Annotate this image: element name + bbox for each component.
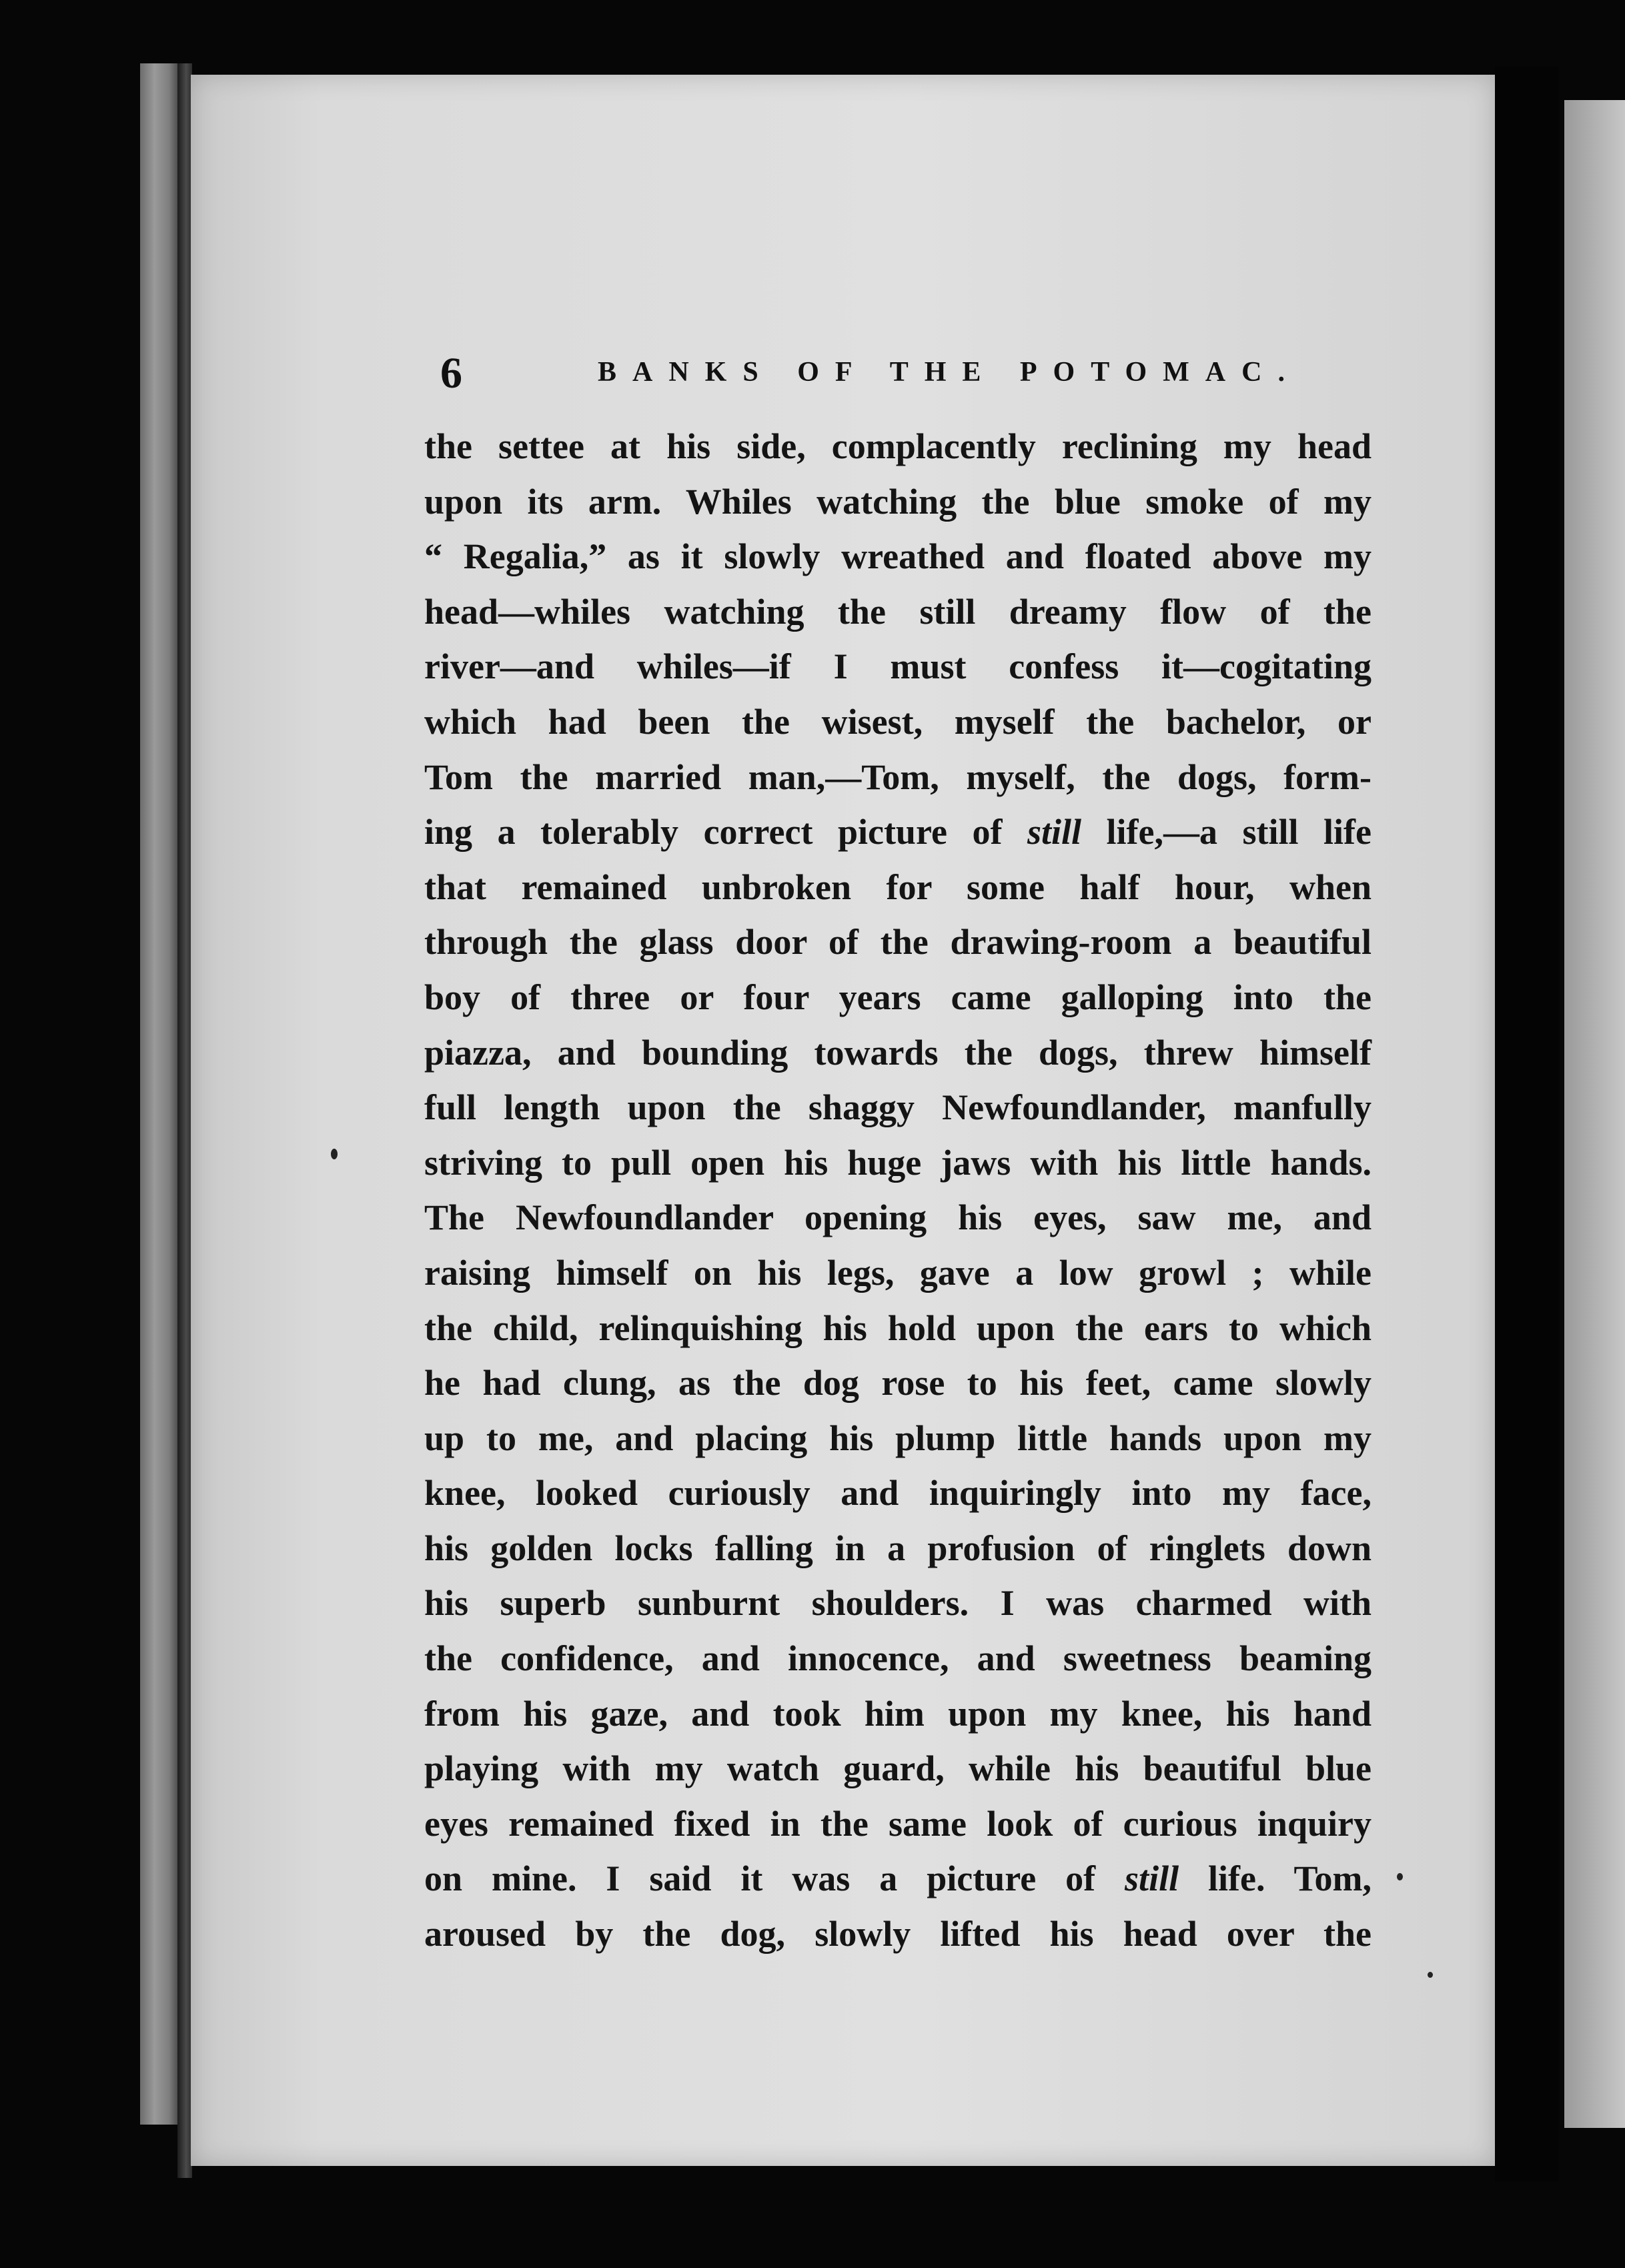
text-line: through the glass door of the drawing-room a beautiful: [424, 922, 1372, 963]
text-line: playing with my watch guard, while his beautiful blue: [424, 1748, 1372, 1789]
binding-fold: [177, 63, 192, 2178]
text-line: piazza, and bounding towards the dogs, threw himself: [424, 1032, 1372, 1073]
text-line: upon its arm. Whiles watching the blue smoke of my: [424, 481, 1372, 522]
text-line: river—and whiles—if I must confess it—cogitating: [424, 646, 1372, 687]
text-line: which had been the wisest, myself the bachelor, or: [424, 701, 1372, 742]
text-line: “ Regalia,” as it slowly wreathed and floated above my: [424, 536, 1372, 577]
ink-speck: [1397, 1873, 1403, 1880]
text-line: his superb sunburnt shoulders. I was charmed with: [424, 1583, 1372, 1624]
text-line: raising himself on his legs, gave a low growl ; while: [424, 1252, 1372, 1293]
body-text: [424, 419, 1372, 1962]
text-line: that remained unbroken for some half hour, when: [424, 867, 1372, 907]
left-page-edge: [140, 63, 181, 2125]
ink-speck: [1428, 1972, 1433, 1978]
adjacent-page-edge: [1564, 100, 1625, 2128]
text-line: his golden locks falling in a profusion of ringlets down: [424, 1528, 1372, 1568]
text-line: head—whiles watching the still dreamy flow of the: [424, 591, 1372, 632]
text-line: the settee at his side, complacently reclining my head: [424, 426, 1372, 466]
page-number: 6: [440, 349, 462, 398]
gutter-shadow: [1495, 67, 1558, 2181]
text-line: from his gaze, and took him upon my knee, his hand: [424, 1693, 1372, 1734]
text-line: the child, relinquishing his hold upon the ears to which: [424, 1307, 1372, 1348]
text-line: full length upon the shaggy Newfoundlander, manfully: [424, 1087, 1372, 1128]
text-line: knee, looked curiously and inquiringly into my face,: [424, 1473, 1372, 1514]
text-line: The Newfoundlander opening his eyes, saw me, and: [424, 1197, 1372, 1238]
text-line: boy of three or four years came galloping into the: [424, 977, 1372, 1017]
text-line: on mine. I said it was a picture of still life. Tom,: [424, 1858, 1372, 1899]
text-line: up to me, and placing his plump little hands upon my: [424, 1418, 1372, 1458]
running-head-title: BANKS OF THE POTOMAC.: [598, 357, 1301, 388]
text-line: eyes remained fixed in the same look of curious inquiry: [424, 1803, 1372, 1844]
text-line: he had clung, as the dog rose to his feet, came slowly: [424, 1363, 1372, 1403]
text-line: striving to pull open his huge jaws with his little hands.: [424, 1142, 1372, 1183]
text-line: ing a tolerably correct picture of still life,—a still life: [424, 812, 1372, 853]
text-line: aroused by the dog, slowly lifted his head over the: [424, 1914, 1372, 1954]
running-head: [440, 348, 1441, 398]
ink-speck: [331, 1149, 338, 1159]
text-line: Tom the married man,—Tom, myself, the dogs, form-: [424, 756, 1372, 797]
text-line: the confidence, and innocence, and sweetness beaming: [424, 1638, 1372, 1679]
